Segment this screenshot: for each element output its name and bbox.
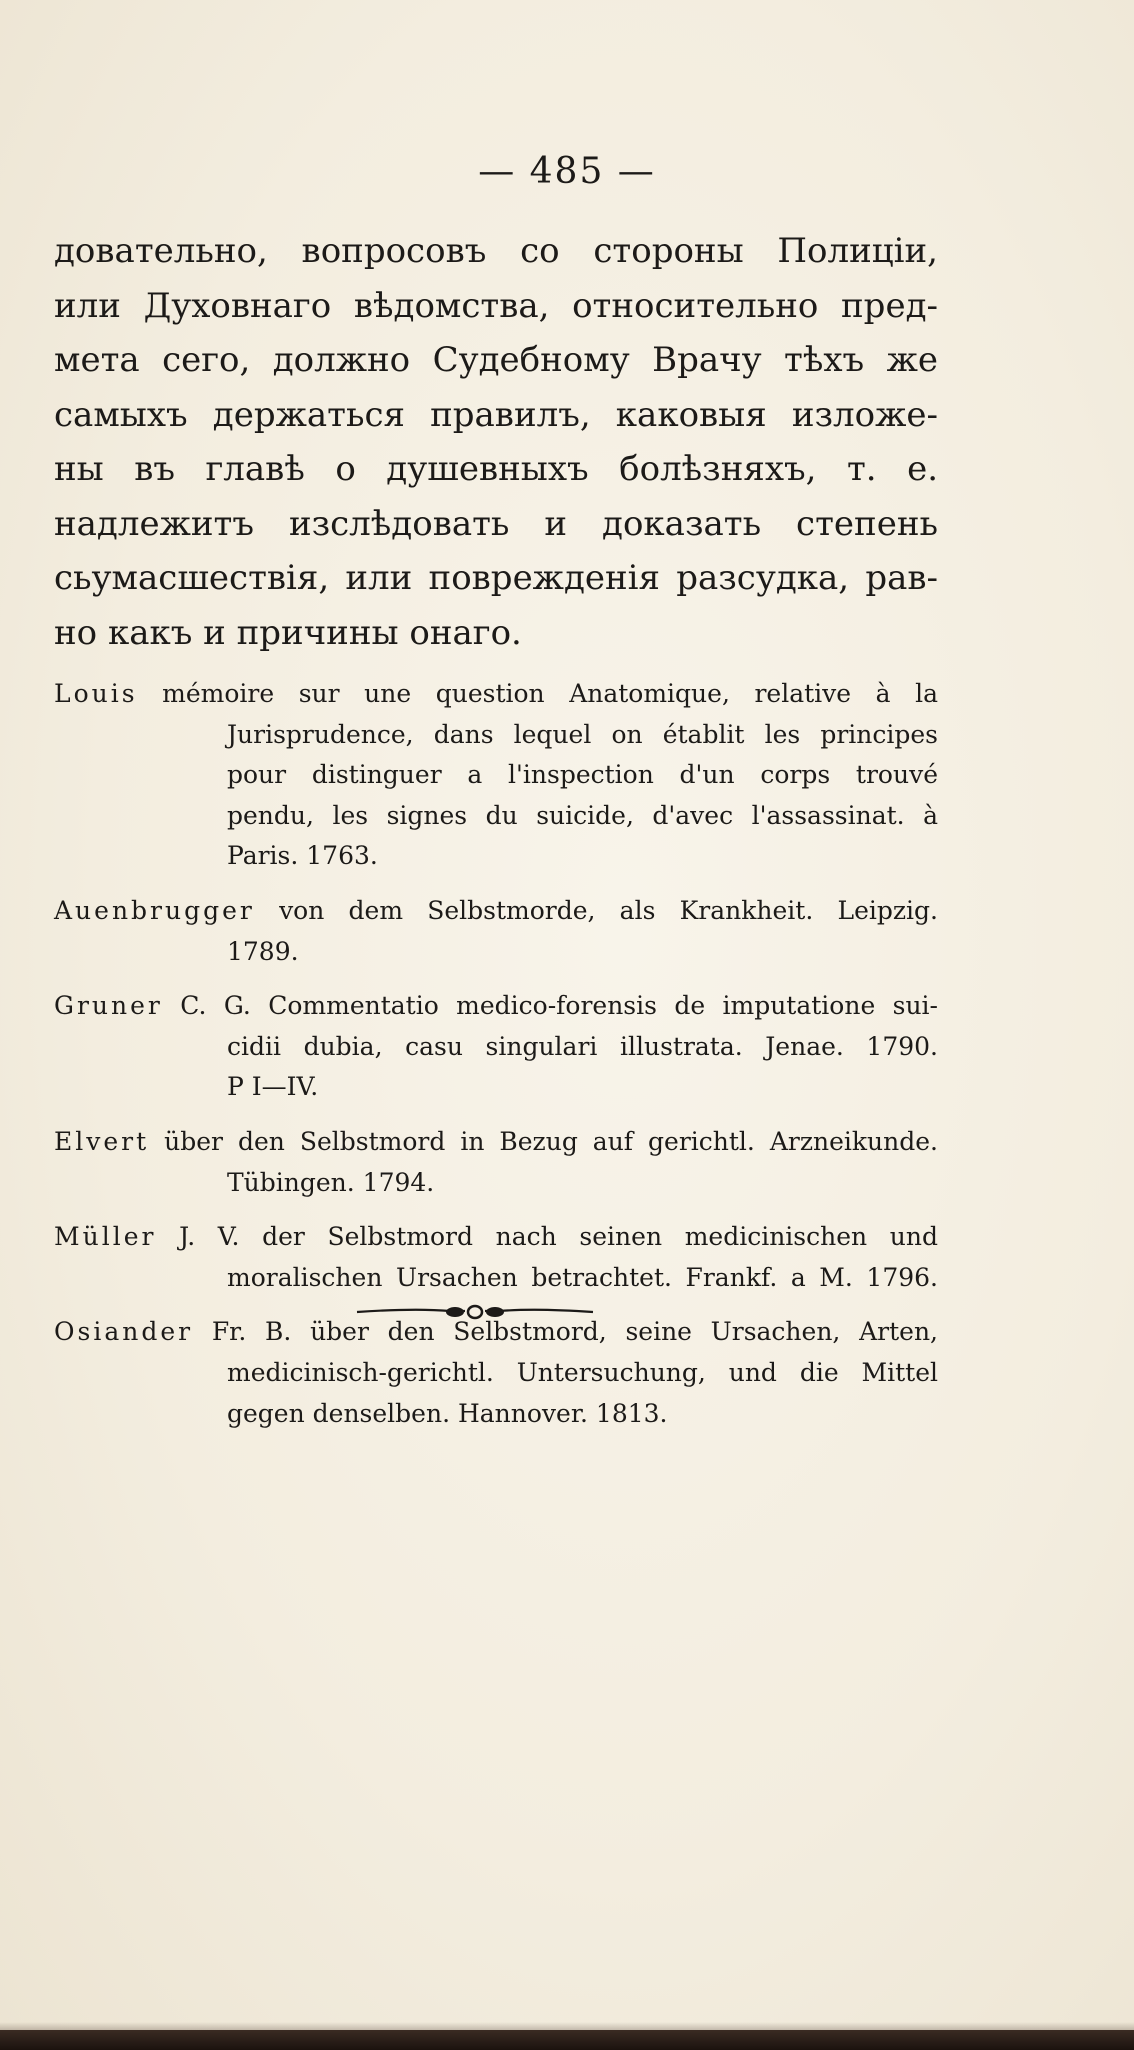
reference-line: Paris. 1763.: [227, 841, 378, 871]
reference-author: Osiander: [54, 1317, 194, 1347]
body-line: мета сего, должно Судебному Врачу тѣхъ же: [54, 340, 938, 380]
ornament-divider: [355, 1300, 595, 1324]
reference-line: moralischen Ursachen betrachtet. Frankf. a M. 1796.: [227, 1262, 938, 1292]
reference-text: Fr. B. über den Selbstmord, seine Ursachen, Arten,: [211, 1317, 938, 1347]
reference-entry: [54, 1122, 938, 1203]
body-line: сьумасшествія, или поврежденія разсудка, рав-: [54, 558, 938, 598]
reference-entry: [54, 674, 938, 877]
reference-line: 1789.: [227, 936, 299, 966]
reference-line: pour distinguer a l'inspection d'un corps trouvé: [227, 760, 938, 790]
body-paragraph: [54, 224, 938, 660]
reference-line: medicinisch-gerichtl. Untersuchung, und die Mittel: [227, 1357, 938, 1387]
book-edge: [0, 2030, 1134, 2050]
reference-line: P I—IV.: [227, 1072, 319, 1102]
reference-line: [54, 1217, 938, 1258]
body-line: надлежитъ изслѣдовать и доказать степень: [54, 503, 938, 544]
body-line: или Духовнаго вѣдомства, относительно пред-: [54, 285, 938, 326]
reference-line: [54, 986, 938, 1027]
body-line: но какъ и причины онаго.: [54, 612, 522, 653]
reference-entry: [54, 891, 938, 972]
body-line: довательно, вопросовъ со стороны Полиціи,: [54, 231, 938, 271]
reference-text: mémoire sur une question Anatomique, relative à la: [162, 679, 938, 708]
reference-line: [54, 891, 938, 932]
reference-line: gegen denselben. Hannover. 1813.: [227, 1398, 668, 1428]
reference-line: cidii dubia, casu singulari illustrata. Jenae. 1790.: [227, 1031, 938, 1061]
reference-author: Elvert: [54, 1126, 150, 1156]
reference-text: über den Selbstmord in Bezug auf gerichtl. Arzneikunde.: [164, 1126, 939, 1156]
reference-author: Gruner: [54, 991, 163, 1021]
reference-line: Jurisprudence, dans lequel on établit les principes: [227, 719, 938, 749]
reference-line: [54, 1122, 938, 1163]
reference-line: pendu, les signes du suicide, d'avec l'assassinat. à: [227, 800, 938, 830]
reference-text: J. V. der Selbstmord nach seinen medicinischen und: [179, 1222, 938, 1252]
reference-line: Tübingen. 1794.: [227, 1167, 435, 1197]
reference-entry: [54, 1312, 938, 1434]
reference-author: Auenbrugger: [54, 895, 255, 925]
reference-line: [54, 674, 938, 715]
reference-text: C. G. Commentatio medico-forensis de imputatione sui-: [180, 991, 938, 1021]
page-shadow: [0, 2022, 1134, 2030]
bibliography: [54, 674, 938, 1448]
reference-text: von dem Selbstmorde, als Krankheit. Leipzig.: [279, 895, 938, 925]
reference-entry: [54, 1217, 938, 1298]
body-line: самыхъ держаться правилъ, каковыя изложе-: [54, 394, 938, 435]
body-line: ны въ главѣ о душевныхъ болѣзняхъ, т. е.: [54, 449, 938, 489]
reference-author: Louis: [54, 679, 138, 708]
page-number: — 485 —: [478, 151, 656, 192]
reference-entry: [54, 986, 938, 1108]
reference-author: Müller: [54, 1222, 157, 1252]
